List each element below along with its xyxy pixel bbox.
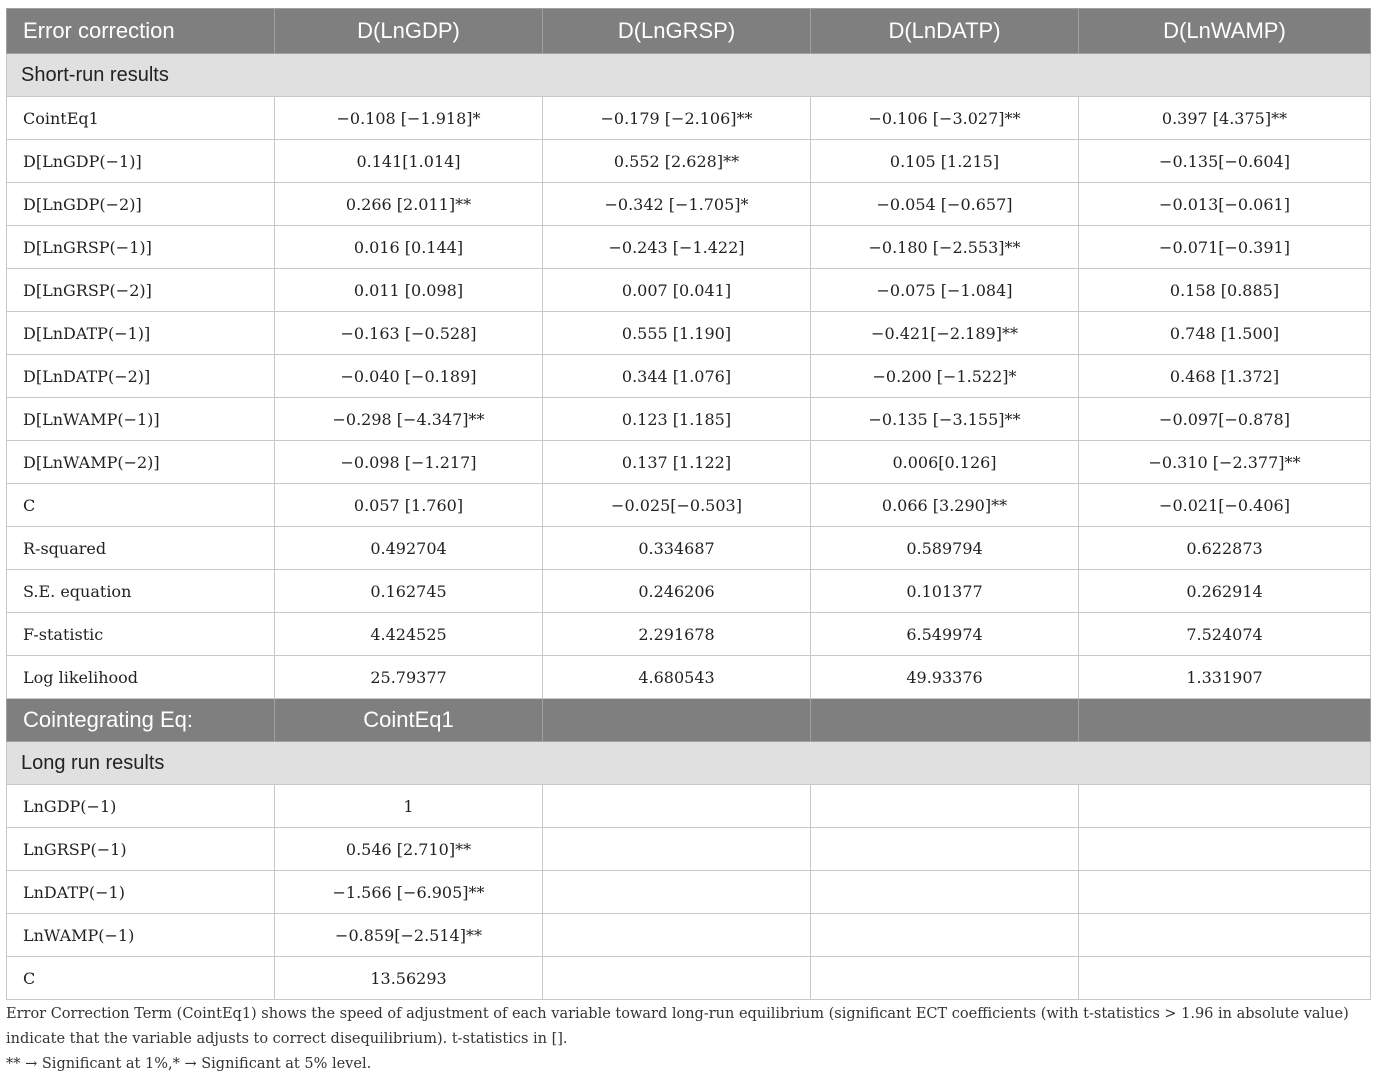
row-label: D[LnGDP(−2)] — [7, 183, 275, 226]
row-label: R-squared — [7, 527, 275, 570]
row-label: CointEq1 — [7, 97, 275, 140]
value-cell: −0.179 [−2.106]** — [543, 97, 811, 140]
header-row — [7, 9, 1371, 54]
short-run-section-row — [7, 54, 1371, 97]
value-cell: 0.016 [0.144] — [275, 226, 543, 269]
empty-cell — [1079, 785, 1371, 828]
empty-cell — [543, 871, 811, 914]
value-cell: −0.097[−0.878] — [1079, 398, 1371, 441]
short-run-row — [7, 484, 1371, 527]
empty-cell — [811, 871, 1079, 914]
value-cell: −0.108 [−1.918]* — [275, 97, 543, 140]
table-footnote — [6, 1002, 1370, 1077]
value-cell: −0.098 [−1.217] — [275, 441, 543, 484]
cointegrating-eq-label: Cointegrating Eq: — [7, 699, 275, 742]
empty-cell — [543, 828, 811, 871]
value-cell: −0.075 [−1.084] — [811, 269, 1079, 312]
row-label: LnDATP(−1) — [7, 871, 275, 914]
value-cell: 2.291678 — [543, 613, 811, 656]
value-cell: 0.105 [1.215] — [811, 140, 1079, 183]
value-cell: −0.025[−0.503] — [543, 484, 811, 527]
header-d-lnwamp: D(LnWAMP) — [1079, 9, 1371, 54]
row-label: LnWAMP(−1) — [7, 914, 275, 957]
value-cell: −0.135 [−3.155]** — [811, 398, 1079, 441]
empty-header-cell — [543, 699, 811, 742]
short-run-row — [7, 570, 1371, 613]
long-run-title: Long run results — [7, 742, 1371, 785]
value-cell: 0.137 [1.122] — [543, 441, 811, 484]
short-run-row — [7, 140, 1371, 183]
value-cell: 0.057 [1.760] — [275, 484, 543, 527]
value-cell: 1 — [275, 785, 543, 828]
empty-cell — [811, 828, 1079, 871]
row-label: D[LnGDP(−1)] — [7, 140, 275, 183]
short-run-row — [7, 312, 1371, 355]
short-run-row — [7, 183, 1371, 226]
value-cell: 25.79377 — [275, 656, 543, 699]
value-cell: −0.071[−0.391] — [1079, 226, 1371, 269]
value-cell: 0.546 [2.710]** — [275, 828, 543, 871]
value-cell: −1.566 [−6.905]** — [275, 871, 543, 914]
short-run-row — [7, 226, 1371, 269]
row-label: D[LnGRSP(−1)] — [7, 226, 275, 269]
value-cell: −0.298 [−4.347]** — [275, 398, 543, 441]
row-label: D[LnWAMP(−2)] — [7, 441, 275, 484]
empty-cell — [543, 957, 811, 1000]
short-run-row — [7, 398, 1371, 441]
value-cell: 7.524074 — [1079, 613, 1371, 656]
value-cell: 0.123 [1.185] — [543, 398, 811, 441]
value-cell: 13.56293 — [275, 957, 543, 1000]
value-cell: 1.331907 — [1079, 656, 1371, 699]
header-error-correction: Error correction — [7, 9, 275, 54]
value-cell: 0.397 [4.375]** — [1079, 97, 1371, 140]
value-cell: 0.748 [1.500] — [1079, 312, 1371, 355]
short-run-row — [7, 527, 1371, 570]
value-cell: 0.622873 — [1079, 527, 1371, 570]
row-label: Log likelihood — [7, 656, 275, 699]
empty-cell — [1079, 828, 1371, 871]
results-table-container — [6, 8, 1370, 1000]
footnote-significance: ** → Significant at 1%,* → Significant at 5% level. — [6, 1056, 372, 1072]
row-label: D[LnGRSP(−2)] — [7, 269, 275, 312]
value-cell: 49.93376 — [811, 656, 1079, 699]
value-cell: −0.310 [−2.377]** — [1079, 441, 1371, 484]
value-cell: 0.101377 — [811, 570, 1079, 613]
value-cell: −0.421[−2.189]** — [811, 312, 1079, 355]
row-label: C — [7, 484, 275, 527]
row-label: D[LnDATP(−2)] — [7, 355, 275, 398]
long-run-row — [7, 914, 1371, 957]
row-label: LnGDP(−1) — [7, 785, 275, 828]
value-cell: −0.135[−0.604] — [1079, 140, 1371, 183]
header-d-lngdp: D(LnGDP) — [275, 9, 543, 54]
empty-cell — [1079, 871, 1371, 914]
empty-header-cell — [1079, 699, 1371, 742]
empty-cell — [1079, 957, 1371, 1000]
empty-cell — [1079, 914, 1371, 957]
footnote-explanation: Error Correction Term (CointEq1) shows the speed of adjustment of each variable toward long-run equilibrium (significant ECT coefficients (with t-statistics > 1.96 in absolute value) indicate that the variable adjusts to correct disequilibrium). t-statistics in []. — [6, 1006, 1349, 1047]
value-cell: −0.106 [−3.027]** — [811, 97, 1079, 140]
long-run-row — [7, 957, 1371, 1000]
row-label: D[LnWAMP(−1)] — [7, 398, 275, 441]
row-label: C — [7, 957, 275, 1000]
empty-cell — [543, 785, 811, 828]
empty-header-cell — [811, 699, 1079, 742]
row-label: D[LnDATP(−1)] — [7, 312, 275, 355]
header-d-lndatp: D(LnDATP) — [811, 9, 1079, 54]
value-cell: −0.163 [−0.528] — [275, 312, 543, 355]
value-cell: 0.007 [0.041] — [543, 269, 811, 312]
short-run-row — [7, 355, 1371, 398]
cointeq1-header: CointEq1 — [275, 699, 543, 742]
row-label: F-statistic — [7, 613, 275, 656]
value-cell: −0.021[−0.406] — [1079, 484, 1371, 527]
value-cell: −0.859[−2.514]** — [275, 914, 543, 957]
value-cell: −0.200 [−1.522]* — [811, 355, 1079, 398]
value-cell: −0.013[−0.061] — [1079, 183, 1371, 226]
short-run-title: Short-run results — [7, 54, 1371, 97]
empty-cell — [811, 914, 1079, 957]
empty-cell — [811, 957, 1079, 1000]
value-cell: 0.162745 — [275, 570, 543, 613]
value-cell: 0.552 [2.628]** — [543, 140, 811, 183]
cointegrating-header-row — [7, 699, 1371, 742]
value-cell: 0.158 [0.885] — [1079, 269, 1371, 312]
value-cell: 4.680543 — [543, 656, 811, 699]
value-cell: 4.424525 — [275, 613, 543, 656]
value-cell: −0.243 [−1.422] — [543, 226, 811, 269]
value-cell: −0.342 [−1.705]* — [543, 183, 811, 226]
value-cell: 0.266 [2.011]** — [275, 183, 543, 226]
short-run-row — [7, 269, 1371, 312]
value-cell: 0.141[1.014] — [275, 140, 543, 183]
value-cell: 0.468 [1.372] — [1079, 355, 1371, 398]
value-cell: −0.040 [−0.189] — [275, 355, 543, 398]
value-cell: 0.492704 — [275, 527, 543, 570]
value-cell: 0.011 [0.098] — [275, 269, 543, 312]
value-cell: 0.589794 — [811, 527, 1079, 570]
header-d-lngrsp: D(LnGRSP) — [543, 9, 811, 54]
value-cell: 0.262914 — [1079, 570, 1371, 613]
value-cell: −0.180 [−2.553]** — [811, 226, 1079, 269]
short-run-row — [7, 97, 1371, 140]
vecm-results-table — [6, 8, 1371, 1000]
value-cell: 0.334687 — [543, 527, 811, 570]
value-cell: −0.054 [−0.657] — [811, 183, 1079, 226]
value-cell: 0.066 [3.290]** — [811, 484, 1079, 527]
row-label: S.E. equation — [7, 570, 275, 613]
empty-cell — [543, 914, 811, 957]
short-run-row — [7, 613, 1371, 656]
value-cell: 6.549974 — [811, 613, 1079, 656]
value-cell: 0.344 [1.076] — [543, 355, 811, 398]
short-run-row — [7, 656, 1371, 699]
long-run-row — [7, 871, 1371, 914]
long-run-section-row — [7, 742, 1371, 785]
long-run-row — [7, 828, 1371, 871]
short-run-row — [7, 441, 1371, 484]
value-cell: 0.555 [1.190] — [543, 312, 811, 355]
row-label: LnGRSP(−1) — [7, 828, 275, 871]
empty-cell — [811, 785, 1079, 828]
value-cell: 0.246206 — [543, 570, 811, 613]
value-cell: 0.006[0.126] — [811, 441, 1079, 484]
long-run-row — [7, 785, 1371, 828]
